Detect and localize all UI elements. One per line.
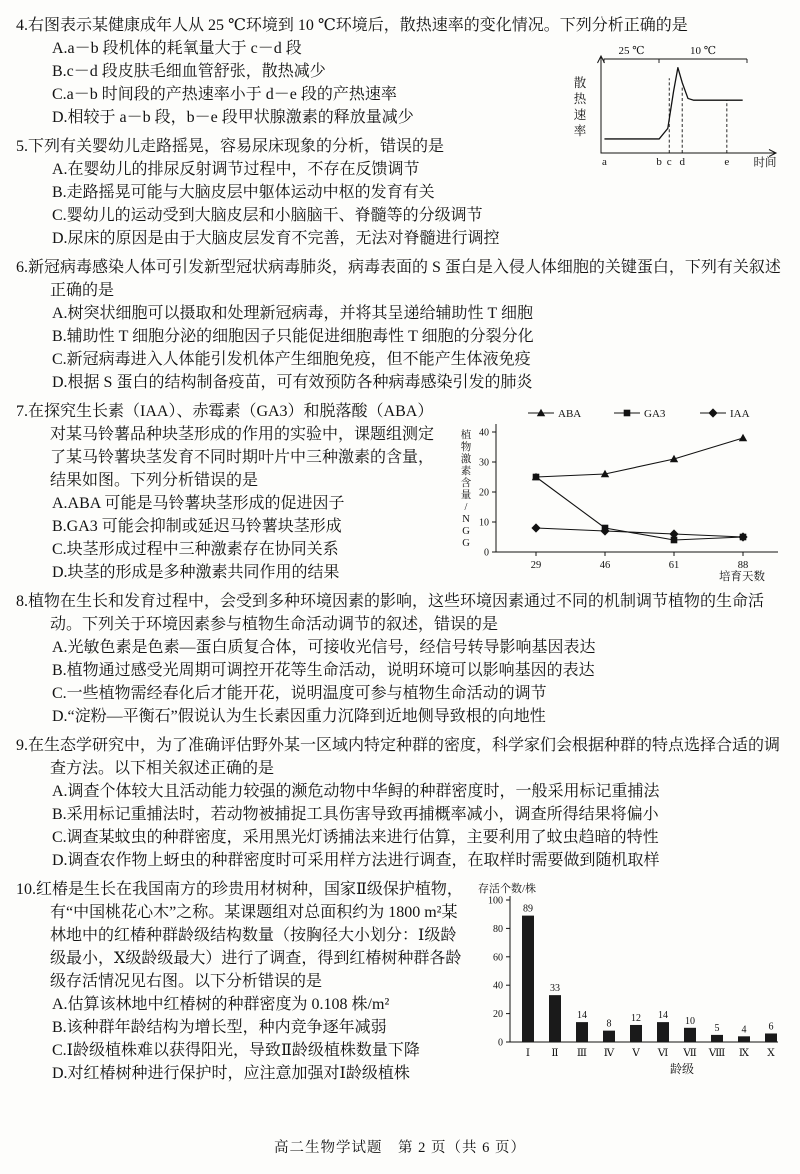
question-6 (16, 256, 786, 394)
question-7 (16, 400, 786, 584)
option-C: C.新冠病毒进入人体能引发机体产生细胞免疫，但不能产生体液免疫 (52, 351, 531, 368)
question-5-options (16, 158, 786, 250)
svg-text:88: 88 (737, 560, 749, 571)
option-B: B.采用标记重捕法时，若动物被捕捉工具伤害导致再捕概率减小，调查所得结果将偏小 (52, 806, 659, 823)
svg-text:热: 热 (573, 92, 587, 106)
svg-text:培育天数: 培育天数 (719, 571, 765, 582)
question-10 (16, 878, 786, 1085)
option-C: C.块茎形成过程中三种激素存在协同关系 (52, 541, 339, 558)
option-D: D.相较于 a－b 段，b－e 段甲状腺激素的释放量减少 (52, 109, 414, 126)
svg-text:Ⅵ: Ⅵ (657, 1048, 669, 1059)
question-10-text: 红椿是生长在我国南方的珍贵用材树种，国家Ⅱ级保护植物，有“中国桃花心木”之称。某课题组对总面积约为 1800 m²某林地中的红椿种群龄级结构数量（按胸径大小划分：Ⅰ级龄级最小，Ⅹ级龄级最大）进行了调查，得到红椿树种群各龄级存活情况见右图。以下分析错误的是 (36, 881, 463, 990)
svg-text:含: 含 (460, 478, 472, 489)
option-B: B.辅助性 T 细胞分泌的细胞因子只能促进细胞毒性 T 细胞的分裂分化 (52, 328, 534, 345)
svg-text:14: 14 (658, 1010, 668, 1022)
option-B: B.植物通过感受光周期可调控开花等生命活动，说明环境可以影响基因的表达 (52, 662, 595, 679)
option-A: A.ABA 可能是马铃薯块茎形成的促进因子 (52, 495, 345, 512)
option-A: A.调查个体较大且活动能力较强的濒危动物中华鲟的种群密度时，一般采用标记重捕法 (52, 783, 660, 800)
question-8 (16, 590, 786, 728)
option-A: A.树突状细胞可以摄取和处理新冠病毒，并将其呈递给辅助性 T 细胞 (52, 305, 534, 322)
svg-text:Ⅰ: Ⅰ (525, 1048, 531, 1059)
svg-text:G: G (462, 526, 470, 537)
svg-text:40: 40 (493, 980, 503, 992)
question-4-text: 右图表示某健康成年人从 25 ℃环境到 10 ℃环境后，散热速率的变化情况。下列分析正确的是 (28, 17, 688, 34)
svg-text:40: 40 (479, 427, 489, 439)
svg-text:8: 8 (606, 1018, 612, 1030)
option-D: D.块茎的形成是多种激素共同作用的结果 (52, 564, 340, 581)
svg-text:Ⅶ: Ⅶ (683, 1048, 697, 1059)
svg-text:时间: 时间 (753, 157, 777, 169)
svg-text:30: 30 (479, 457, 489, 469)
question-6-number: 6. (16, 259, 28, 276)
svg-text:/: / (464, 502, 468, 513)
svg-text:物: 物 (460, 442, 472, 453)
svg-text:0: 0 (484, 547, 489, 559)
question-9-options (16, 780, 786, 872)
svg-text:10: 10 (685, 1015, 695, 1027)
question-9-text: 在生态学研究中，为了准确评估野外某一区域内特定种群的密度，科学家们会根据种群的特点选择合适的调查方法。以下相关叙述正确的是 (28, 737, 781, 777)
question-9-number: 9. (16, 737, 28, 754)
svg-text:46: 46 (599, 560, 611, 571)
option-D: D.根据 S 蛋白的结构制备疫苗，可有效预防各种病毒感染引发的肺炎 (52, 374, 533, 391)
svg-text:G: G (462, 538, 470, 549)
option-B: B.c－d 段皮肤毛细血管舒张，散热减少 (52, 63, 326, 80)
svg-text:GA3: GA3 (644, 408, 666, 420)
svg-text:存活个数/株: 存活个数/株 (478, 883, 537, 895)
option-A: A.光敏色素是色素—蛋白质复合体，可接收光信号，经信号转导影响基因表达 (52, 639, 596, 656)
svg-text:12: 12 (631, 1012, 641, 1024)
plant-hormone-content-chart (444, 402, 786, 582)
svg-text:ABA: ABA (558, 408, 582, 420)
heat-dissipation-rate-chart (571, 39, 786, 171)
svg-text:Ⅱ: Ⅱ (551, 1048, 559, 1059)
question-8-options (16, 636, 786, 728)
option-D: D.对红椿树种进行保护时，应注意加强对Ⅰ龄级植株 (52, 1065, 410, 1082)
svg-text:20: 20 (493, 1009, 503, 1021)
question-7-text: 在探究生长素（IAA）、赤霉素（GA3）和脱落酸（ABA）对某马铃薯品种块茎形成的作用的实验中，课题组测定了某马铃薯块茎发育不同时期叶片中三种激素的含量，结果如图。下列分析错误的是 (28, 403, 435, 489)
svg-text:10: 10 (479, 517, 489, 529)
question-5-number: 5. (16, 138, 28, 155)
option-B: B.GA3 可能会抑制或延迟马铃薯块茎形成 (52, 518, 342, 535)
svg-text:Ⅴ: Ⅴ (632, 1048, 640, 1059)
svg-text:80: 80 (493, 923, 503, 935)
svg-text:Ⅸ: Ⅸ (738, 1048, 750, 1059)
svg-text:激: 激 (460, 454, 472, 465)
svg-text:a: a (601, 156, 607, 168)
option-A: A.a－b 段机体的耗氧量大于 c－d 段 (52, 40, 302, 57)
age-class-survival-bar-chart (474, 880, 786, 1080)
svg-text:b: b (656, 156, 662, 168)
option-C: C.a－b 时间段的产热速率小于 d－e 段的产热速率 (52, 86, 397, 103)
svg-text:89: 89 (523, 903, 533, 915)
question-7-number: 7. (16, 403, 28, 420)
svg-text:10 ℃: 10 ℃ (689, 45, 717, 57)
svg-text:率: 率 (573, 124, 587, 138)
svg-text:5: 5 (714, 1022, 720, 1034)
option-C: C.婴幼儿的运动受到大脑皮层和小脑脑干、脊髓等的分级调节 (52, 207, 483, 224)
question-4-number: 4. (16, 17, 28, 34)
option-C: C.调查某蚊虫的种群密度，采用黑光灯诱捕法来进行估算，主要利用了蚊虫趋暗的特性 (52, 829, 659, 846)
svg-text:29: 29 (530, 560, 542, 571)
svg-text:33: 33 (550, 983, 560, 995)
svg-text:IAA: IAA (730, 408, 750, 420)
option-D: D.调查农作物上蚜虫的种群密度时可采用样方法进行调查，在取样时需要做到随机取样 (52, 852, 660, 869)
svg-text:100: 100 (488, 895, 503, 907)
option-A: A.在婴幼儿的排尿反射调节过程中，不存在反馈调节 (52, 161, 420, 178)
question-8-number: 8. (16, 593, 28, 610)
svg-text:20: 20 (479, 487, 489, 499)
question-4-stem (16, 14, 786, 37)
question-6-text: 新冠病毒感染人体可引发新型冠状病毒肺炎，病毒表面的 S 蛋白是入侵人体细胞的关键蛋白，下列有关叙述正确的是 (28, 259, 781, 299)
svg-text:61: 61 (668, 560, 680, 571)
page-footer: 高二生物学试题 第 2 页（共 6 页） (274, 1140, 526, 1156)
question-8-stem (16, 590, 786, 636)
svg-text:量: 量 (460, 490, 472, 501)
svg-text:Ⅳ: Ⅳ (603, 1048, 615, 1059)
svg-text:素: 素 (460, 466, 472, 477)
svg-text:Ⅷ: Ⅷ (708, 1048, 726, 1059)
question-8-text: 植物在生长和发育过程中，会受到多种环境因素的影响，这些环境因素通过不同的机制调节植物的生命活动。下列关于环境因素参与植物生命活动调节的叙述，错误的是 (28, 593, 765, 633)
option-D: D.尿床的原因是由于大脑皮层发育不完善，无法对脊髓进行调控 (52, 230, 500, 247)
svg-text:速: 速 (573, 108, 587, 122)
question-10-number: 10. (16, 881, 36, 898)
option-B: B.该种群年龄结构为增长型，种内竞争逐年减弱 (52, 1019, 387, 1036)
svg-text:散: 散 (573, 76, 587, 90)
svg-text:龄级: 龄级 (669, 1062, 695, 1076)
svg-text:0: 0 (498, 1037, 503, 1049)
question-5-text: 下列有关婴幼儿走路摇晃，容易尿床现象的分析，错误的是 (28, 138, 445, 155)
question-6-options (16, 302, 786, 394)
svg-text:60: 60 (493, 952, 503, 964)
svg-text:25 ℃: 25 ℃ (618, 45, 645, 57)
option-D: D.“淀粉—平衡石”假说认为生长素因重力沉降到近地侧导致根的向地性 (52, 708, 546, 725)
option-B: B.走路摇晃可能与大脑皮层中躯体运动中枢的发育有关 (52, 184, 435, 201)
svg-text:Ⅲ: Ⅲ (576, 1048, 588, 1059)
option-C: C.Ⅰ龄级植株难以获得阳光，导致Ⅱ龄级植株数量下降 (52, 1042, 420, 1059)
option-A: A.估算该林地中红椿树的种群密度为 0.108 株/m² (52, 996, 390, 1013)
option-C: C.一些植物需经春化后才能开花，说明温度可参与植物生命活动的调节 (52, 685, 547, 702)
svg-text:6: 6 (768, 1021, 774, 1033)
svg-text:14: 14 (577, 1010, 587, 1022)
svg-text:Ⅹ: Ⅹ (767, 1048, 775, 1059)
svg-text:d: d (679, 156, 685, 168)
svg-text:4: 4 (741, 1024, 747, 1036)
svg-text:植: 植 (460, 430, 472, 441)
question-9 (16, 734, 786, 872)
svg-text:e: e (724, 156, 730, 168)
question-9-stem (16, 734, 786, 780)
svg-text:c: c (666, 156, 672, 168)
question-6-stem (16, 256, 786, 302)
svg-text:N: N (462, 514, 470, 525)
